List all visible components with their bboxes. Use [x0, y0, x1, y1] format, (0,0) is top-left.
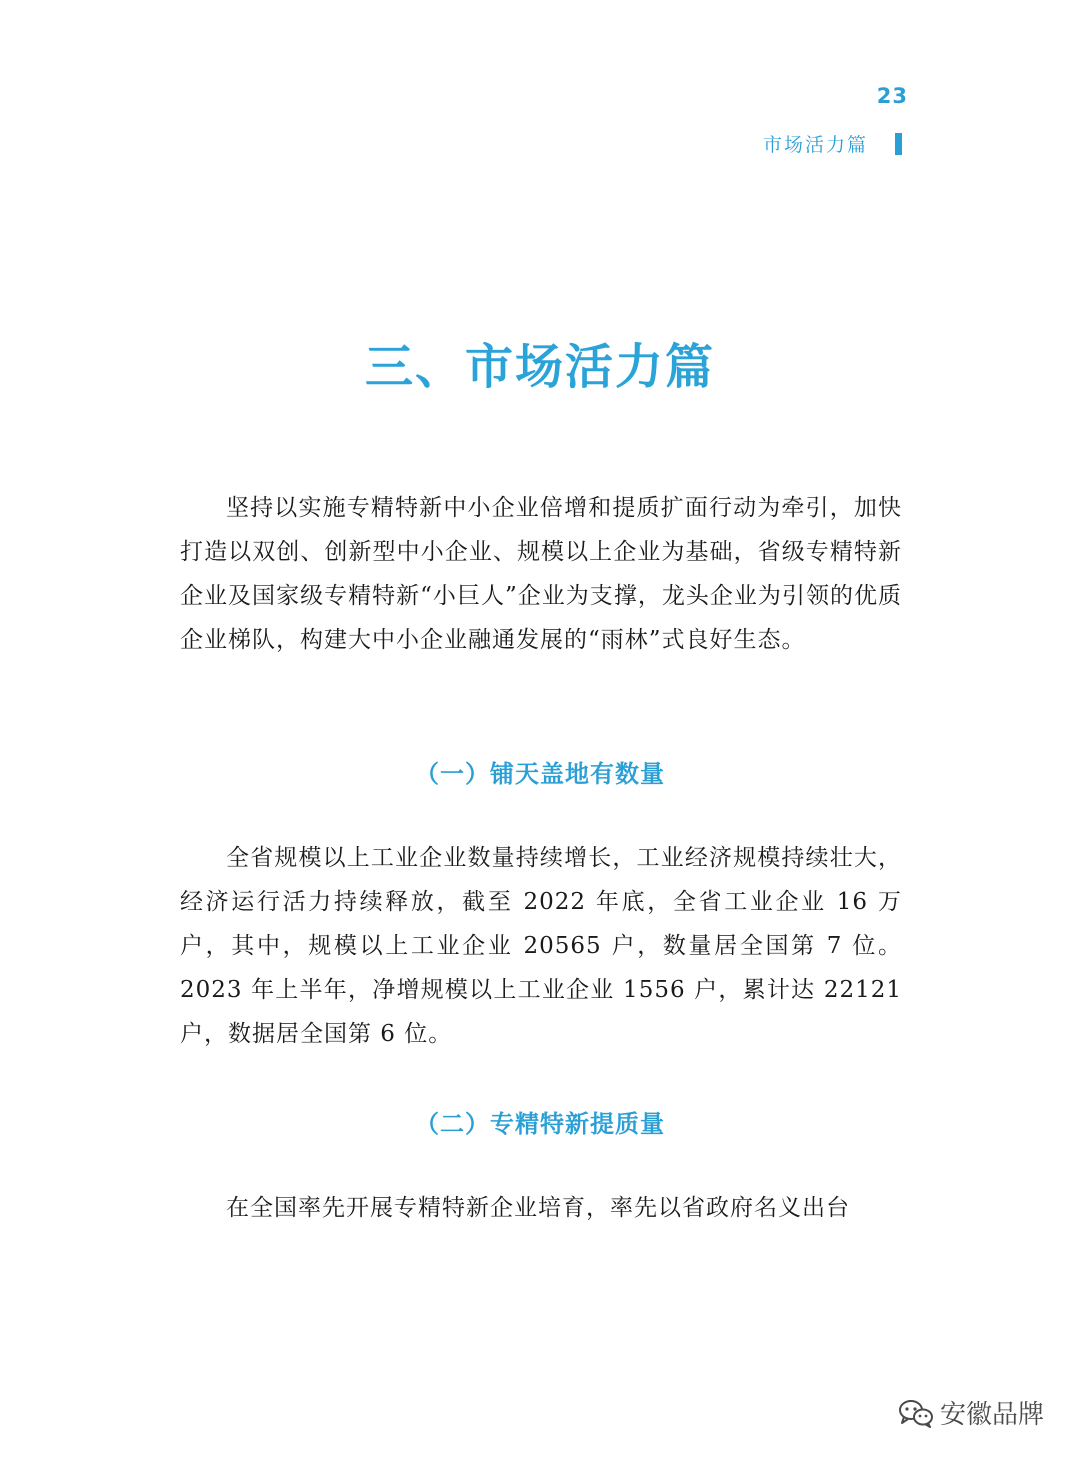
section-2-paragraph: 在全国率先开展专精特新企业培育，率先以省政府名义出台 [226, 1195, 850, 1221]
source-watermark [898, 1394, 1044, 1431]
intro-paragraph: 坚持以实施专精特新中小企业倍增和提质扩面行动为牵引，加快打造以双创、创新型中小企业、规模以上企业为基础，省级专精特新企业及国家级专精特新“小巨人”企业为支撑，龙头企业为引领的优质企业梯队，构建大中小企业融通发展的“雨林”式良好生态。 [180, 495, 902, 653]
header-accent-bar [895, 133, 902, 155]
running-header-title: 市场活力篇 [762, 134, 868, 156]
section-heading-1: （一）铺天盖地有数量 [415, 760, 665, 788]
section-1-paragraph: 全省规模以上工业企业数量持续增长，工业经济规模持续壮大，经济运行活力持续释放，截至 2022 年底，全省工业企业 16 万户，其中，规模以上工业企业 20565 户，数量居全国第 7 位。2023 年上半年，净增规模以上工业企业 1556 户，累计达 22121 户，数据居全国第 6 位。 [180, 845, 902, 1047]
chapter-title: 三、市场活力篇 [364, 339, 715, 395]
watermark-text: 安徽品牌 [939, 1400, 1044, 1430]
page-number: 23 [876, 84, 908, 108]
wechat-icon [898, 1398, 934, 1428]
section-heading-2: （二）专精特新提质量 [415, 1110, 665, 1138]
